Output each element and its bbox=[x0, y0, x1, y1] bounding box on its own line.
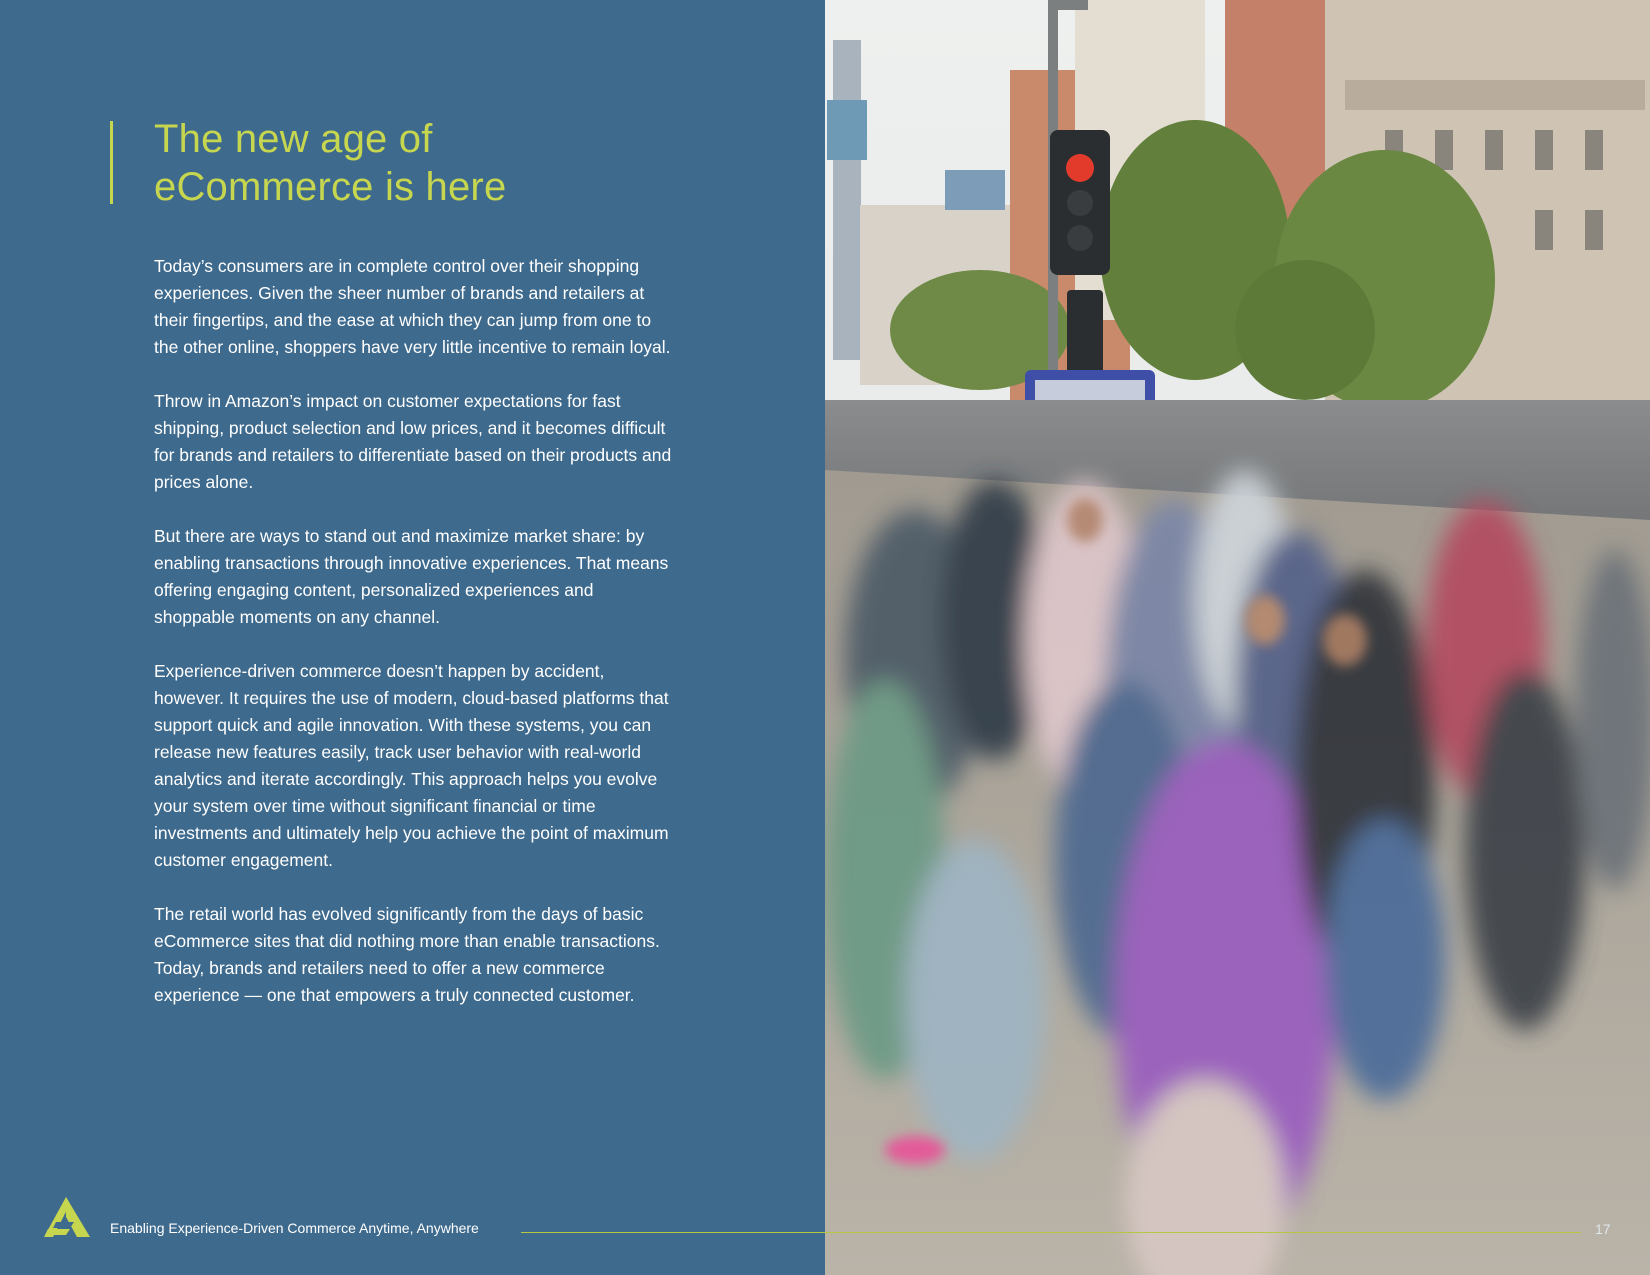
paragraph-4: Experience-driven commerce doesn’t happen by accident, however. It requires the use of modern, cloud-based platforms that support quick and agile innovation. With these systems, you can release new features easily, track user behavior with real-world analytics and iterate accordingly. This approach helps you evolve your system over time without significant financial or time investments and ultimately help you achieve the point of maximum customer engagement. bbox=[154, 661, 669, 870]
body-text bbox=[154, 253, 674, 1036]
title-line-1: The new age of bbox=[154, 117, 433, 161]
city-crowd-photo bbox=[825, 0, 1650, 1275]
paragraph-1: Today’s consumers are in complete control over their shopping experiences. Given the sheer number of brands and retailers at their fingertips, and the ease at which they can jump from one to the other online, shoppers have very little incentive to remain loyal. bbox=[154, 256, 671, 357]
title-line-2: eCommerce is here bbox=[154, 165, 507, 209]
page-title bbox=[154, 115, 714, 211]
footer-rule bbox=[521, 1232, 1581, 1233]
heading-accent-bar bbox=[110, 121, 113, 204]
paragraph-2: Throw in Amazon’s impact on customer expectations for fast shipping, product selection and low prices, and it becomes difficult for brands and retailers to differentiate based on their products and prices alone. bbox=[154, 391, 672, 492]
paragraph-3: But there are ways to stand out and maximize market share: by enabling transactions through innovative experiences. That means offering engaging content, personalized experiences and shoppable moments on any channel. bbox=[154, 526, 669, 627]
paragraph-5: The retail world has evolved significantly from the days of basic eCommerce sites that did nothing more than enable transactions. Today, brands and retailers need to offer a new commerce experience — one that empowers a truly connected customer. bbox=[154, 904, 660, 1005]
company-logo-icon bbox=[44, 1197, 90, 1237]
page-number: 17 bbox=[1595, 1221, 1611, 1237]
footer-tagline: Enabling Experience-Driven Commerce Anytime, Anywhere bbox=[110, 1220, 479, 1236]
